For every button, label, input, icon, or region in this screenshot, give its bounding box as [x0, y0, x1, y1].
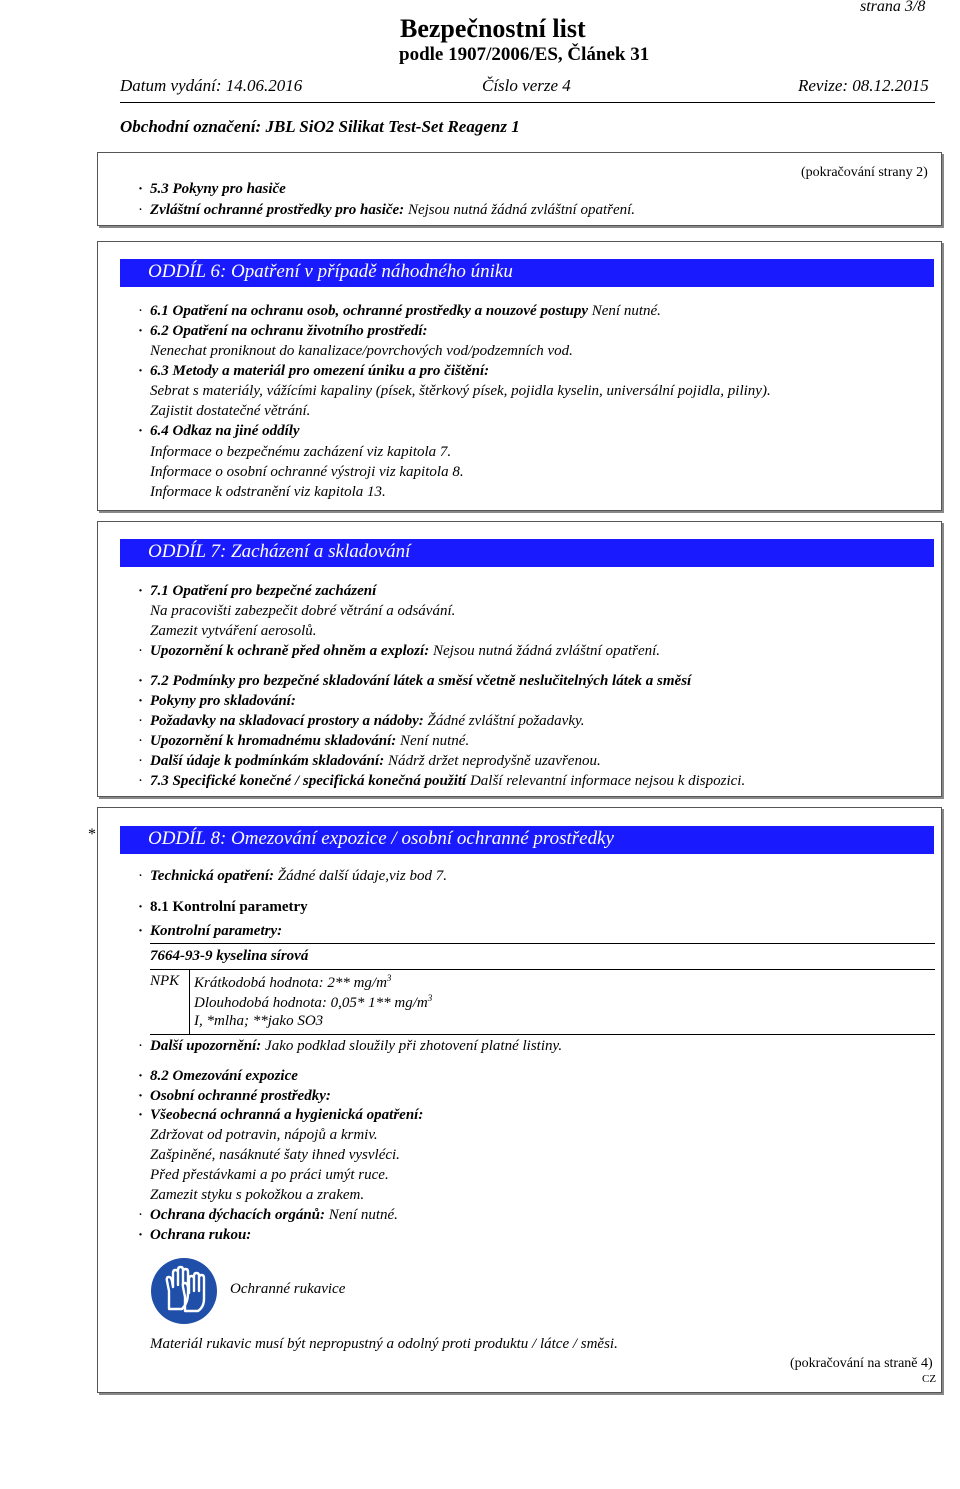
add-line — [150, 1038, 562, 1055]
s53-title: · 5.3 Pokyny pro hasiče — [150, 181, 286, 198]
revision-date: Revize: 08.12.2015 — [798, 76, 929, 95]
hyg-1: Zdržovat od potravin, nápojů a krmiv. — [150, 1127, 378, 1143]
fire-label: Upozornění k ochraně před ohněm a explozí: — [150, 643, 430, 659]
s71-label: · 7.1 Opatření pro bezpečné zacházení — [150, 583, 376, 600]
joint-value: Není nutné. — [400, 733, 470, 749]
hyg-3: Před přestávkami a po práci umýt ruce. — [150, 1167, 389, 1183]
s64-text-2: Informace o osobní ochranné výstroji viz kapitola 8. — [150, 464, 464, 480]
s53-value: Nejsou nutná žádná zvláštní opatření. — [407, 202, 636, 218]
s53-line — [150, 202, 635, 219]
header-divider — [120, 102, 935, 103]
section-7 — [97, 521, 942, 797]
npk-short-term — [194, 973, 391, 992]
s63-label: · 6.3 Metody a materiál pro omezení úniku a pro čištění: — [150, 363, 489, 380]
long-term-sup: 3 — [427, 993, 433, 1003]
continued-from: (pokračování strany 2) — [801, 165, 928, 180]
s72-label: · 7.2 Podmínky pro bezpečné skladování látek a směsí včetně neslučitelných látek a směsí — [150, 673, 691, 690]
section-6-header — [120, 259, 934, 287]
resp-line — [150, 1207, 398, 1224]
fire-line — [150, 643, 660, 660]
section-5-continuation — [97, 152, 942, 226]
s64-text-3: Informace k odstranění viz kapitola 13. — [150, 484, 386, 500]
further-value: Nádrž držet neprodyšně uzavřenou. — [387, 753, 601, 769]
s81-label: · 8.1 Kontrolní parametry — [150, 899, 308, 916]
s62-text: Nenechat proniknout do kanalizace/povrchových vod/podzemních vod. — [150, 343, 573, 359]
further-label: Další údaje k podmínkám skladování: — [150, 753, 385, 769]
resp-label: Ochrana dýchacích orgánů: — [150, 1207, 326, 1223]
npk-long-term — [194, 993, 432, 1012]
s71-text-1: Na pracovišti zabezpečit dobré větrání a odsávání. — [150, 603, 456, 619]
section-7-header — [120, 539, 934, 567]
section-8 — [97, 807, 942, 1393]
section-6 — [97, 241, 942, 511]
hyg-2: Zašpiněné, nasáknuté šaty ihned vysvléci. — [150, 1147, 400, 1163]
further-line — [150, 753, 601, 770]
document-title: Bezpečnostní list — [400, 14, 586, 43]
s63-text-1: Sebrat s materiály, vážícími kapaliny (písek, štěrkový písek, pojidla kyselin, universální pojidla, piliny). — [150, 383, 771, 399]
section-8-title: ODDÍL 8: Omezování expozice / osobní ochranné prostředky — [148, 828, 614, 849]
gloves-label: Ochranné rukavice — [230, 1281, 346, 1297]
substance-bottom-rule — [150, 1034, 935, 1035]
fire-value: Nejsou nutná žádná zvláštní opatření. — [432, 643, 661, 659]
hand-label: · Ochrana rukou: — [150, 1227, 251, 1244]
continued-to: (pokračování na straně 4) — [790, 1356, 933, 1371]
add-value: Jako podklad sloužily při zhotovení platné listiny. — [265, 1038, 563, 1054]
resp-value: Není nutné. — [328, 1207, 398, 1223]
hyg-label: · Všeobecná ochranná a hygienická opatření: — [150, 1107, 423, 1124]
short-term-sup: 3 — [386, 973, 392, 983]
storage-label: · Pokyny pro skladování: — [150, 693, 296, 710]
glove-material: Materiál rukavic musí být nepropustný a odolný proti produktu / látce / směsi. — [150, 1336, 618, 1352]
s53-label: Zvláštní ochranné prostředky pro hasiče: — [150, 202, 405, 218]
substance-mid-rule — [150, 969, 935, 970]
s64-text-1: Informace o bezpečnému zacházení viz kapitola 7. — [150, 444, 452, 460]
s61-value: Není nutné. — [591, 303, 661, 319]
add-label: Další upozornění: — [150, 1038, 262, 1054]
version-number: Číslo verze 4 — [482, 76, 571, 95]
tech-value: Žádné další údaje,viz bod 7. — [277, 868, 447, 884]
s61-label: 6.1 Opatření na ochranu osob, ochranné prostředky a nouzové postupy — [150, 303, 588, 319]
s61-line — [150, 303, 661, 320]
long-term-text: Dlouhodobá hodnota: 0,05* 1** mg/m — [194, 995, 428, 1011]
section-8-header — [120, 826, 934, 854]
joint-label: Upozornění k hromadnému skladování: — [150, 733, 397, 749]
s62-label: · 6.2 Opatření na ochranu životního prostředí: — [150, 323, 428, 340]
substance-top-rule — [150, 943, 935, 944]
cp-label: · Kontrolní parametry: — [150, 923, 282, 940]
revision-star: * — [88, 826, 96, 843]
ppe-label: · Osobní ochranné prostředky: — [150, 1088, 331, 1105]
s64-label: · 6.4 Odkaz na jiné oddíly — [150, 423, 300, 440]
product-name: Obchodní označení: JBL SiO2 Silikat Test-Set Reagenz 1 — [120, 117, 520, 136]
section-6-title: ODDÍL 6: Opatření v případě náhodného úniku — [148, 261, 513, 282]
s73-value: Další relevantní informace nejsou k dispozici. — [469, 773, 746, 789]
s82-label: · 8.2 Omezování expozice — [150, 1068, 298, 1085]
hyg-4: Zamezit styku s pokožkou a zrakem. — [150, 1187, 365, 1203]
npk-notes: I, *mlha; **jako SO3 — [194, 1013, 324, 1029]
req-value: Žádné zvláštní požadavky. — [427, 713, 585, 729]
s63-text-2: Zajistit dostatečné větrání. — [150, 403, 311, 419]
joint-line — [150, 733, 469, 750]
document-subtitle: podle 1907/2006/ES, Článek 31 — [399, 44, 650, 65]
language-code: CZ — [922, 1373, 937, 1385]
s71-text-2: Zamezit vytváření aerosolů. — [150, 623, 317, 639]
req-label: Požadavky na skladovací prostory a nádoby: — [150, 713, 424, 729]
s73-line — [150, 773, 745, 790]
section-7-title: ODDÍL 7: Zacházení a skladování — [148, 541, 411, 562]
s73-label: 7.3 Specifické konečné / specifická konečná použití — [150, 773, 467, 789]
issue-date: Datum vydání: 14.06.2016 — [120, 76, 303, 95]
tech-line — [150, 868, 447, 885]
npk-divider — [189, 969, 190, 1034]
protective-gloves-icon — [150, 1257, 218, 1325]
npk-label: NPK — [150, 973, 180, 989]
tech-label: Technická opatření: — [150, 868, 275, 884]
page-number: strana 3/8 — [860, 0, 926, 15]
req-line — [150, 713, 585, 730]
substance-name: 7664-93-9 kyselina sírová — [150, 948, 309, 964]
short-term-text: Krátkodobá hodnota: 2** mg/m — [194, 975, 387, 991]
